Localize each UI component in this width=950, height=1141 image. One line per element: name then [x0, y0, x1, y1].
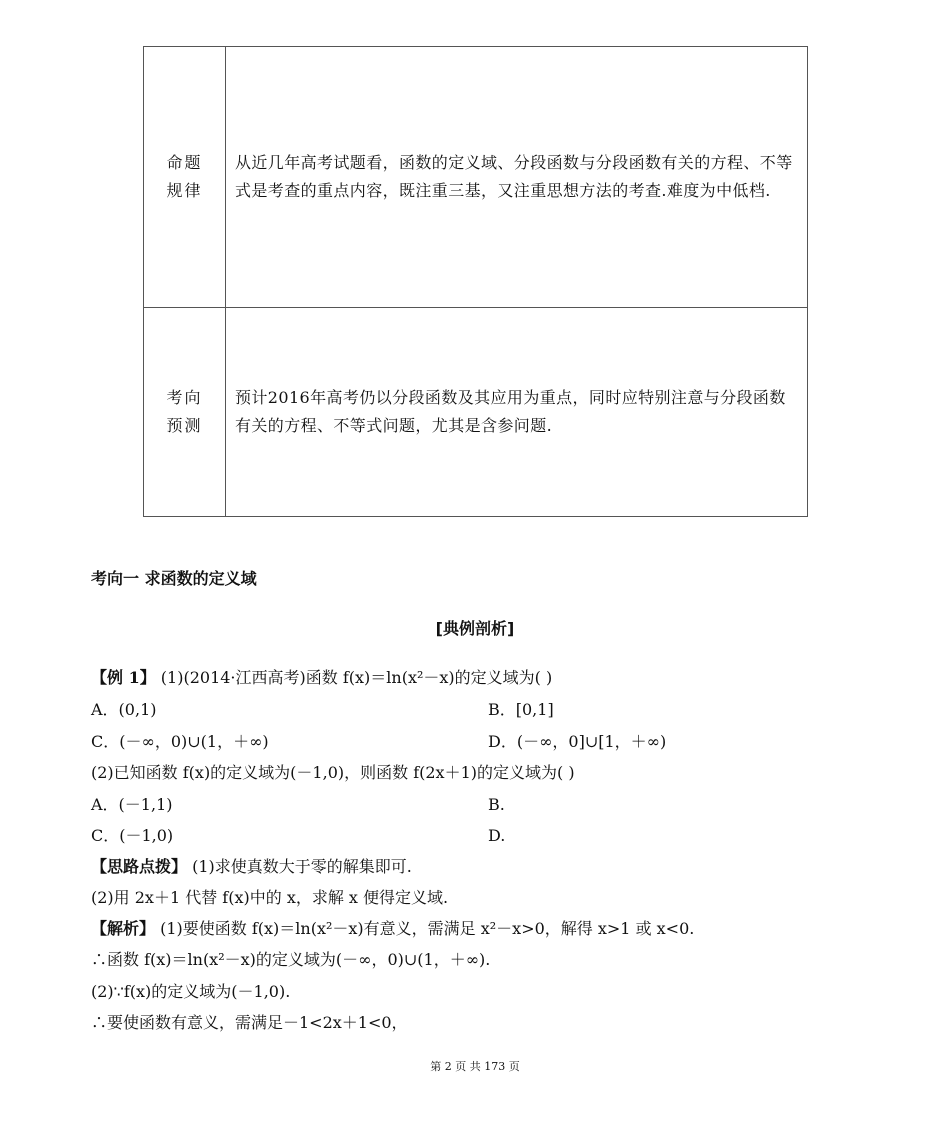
subsection-title: [典例剖析]: [435, 619, 515, 638]
hint-line-2: (2)用 2x＋1 代替 f(x)中的 x，求解 x 便得定义域.: [91, 888, 449, 907]
solution-line-1: [91, 919, 694, 939]
row-text: 从近几年高考试题看，函数的定义域、分段函数与分段函数有关的方程、不等式是考查的重点内容，既注重三基，又注重思想方法的考查.难度为中低档.: [226, 47, 808, 308]
row-label-line1: 命题: [166, 153, 203, 172]
solution-text: (1)要使函数 f(x)＝ln(x²－x)有意义，需满足 x²－x>0，解得 x>1 或 x<0.: [155, 919, 695, 938]
hint-text: (1)求使真数大于零的解集即可.: [187, 857, 412, 876]
example-tag: 【例 1】: [91, 668, 156, 687]
row-label-line2: 规律: [166, 181, 203, 200]
option-d: D.: [488, 826, 506, 845]
option-a: A．(0,1): [91, 700, 157, 719]
solution-line-2: ∴函数 f(x)＝ln(x²－x)的定义域为(－∞，0)∪(1，＋∞).: [91, 950, 491, 969]
row-text: 预计2016年高考仍以分段函数及其应用为重点，同时应特别注意与分段函数有关的方程、不等式问题，尤其是含参问题.: [226, 308, 808, 517]
row-label: [144, 47, 226, 308]
table-row: [144, 47, 808, 308]
question-text: (1)(2014·江西高考)函数 f(x)＝ln(x²－x)的定义域为( ): [155, 668, 553, 687]
row-label-line1: 考向: [166, 388, 203, 407]
solution-line-3: (2)∵f(x)的定义域为(－1,0).: [91, 982, 291, 1001]
option-b: B．[0,1]: [488, 700, 554, 719]
question-2: (2)已知函数 f(x)的定义域为(－1,0)，则函数 f(2x＋1)的定义域为( ): [91, 763, 575, 782]
option-c: C．(－∞，0)∪(1，＋∞): [91, 732, 269, 751]
row-label-line2: 预测: [166, 416, 203, 435]
info-table: [143, 46, 808, 517]
option-d: D．(－∞，0]∪[1，＋∞): [488, 732, 667, 751]
page-footer: 第 2 页 共 173 页: [430, 1060, 520, 1073]
option-b: B.: [488, 795, 505, 814]
option-a: A．(－1,1): [91, 795, 173, 814]
solution-tag: 【解析】: [91, 919, 156, 938]
solution-line-4: ∴要使函数有意义，需满足－1<2x＋1<0，: [91, 1013, 408, 1032]
option-c: C．(－1,0): [91, 826, 174, 845]
section-title: 考向一 求函数的定义域: [91, 569, 257, 588]
row-label: [144, 308, 226, 517]
hint-tag: 【思路点拨】: [91, 857, 188, 876]
hint-line-1: [91, 857, 412, 877]
example-1-question: [91, 668, 552, 688]
table-row: [144, 308, 808, 517]
